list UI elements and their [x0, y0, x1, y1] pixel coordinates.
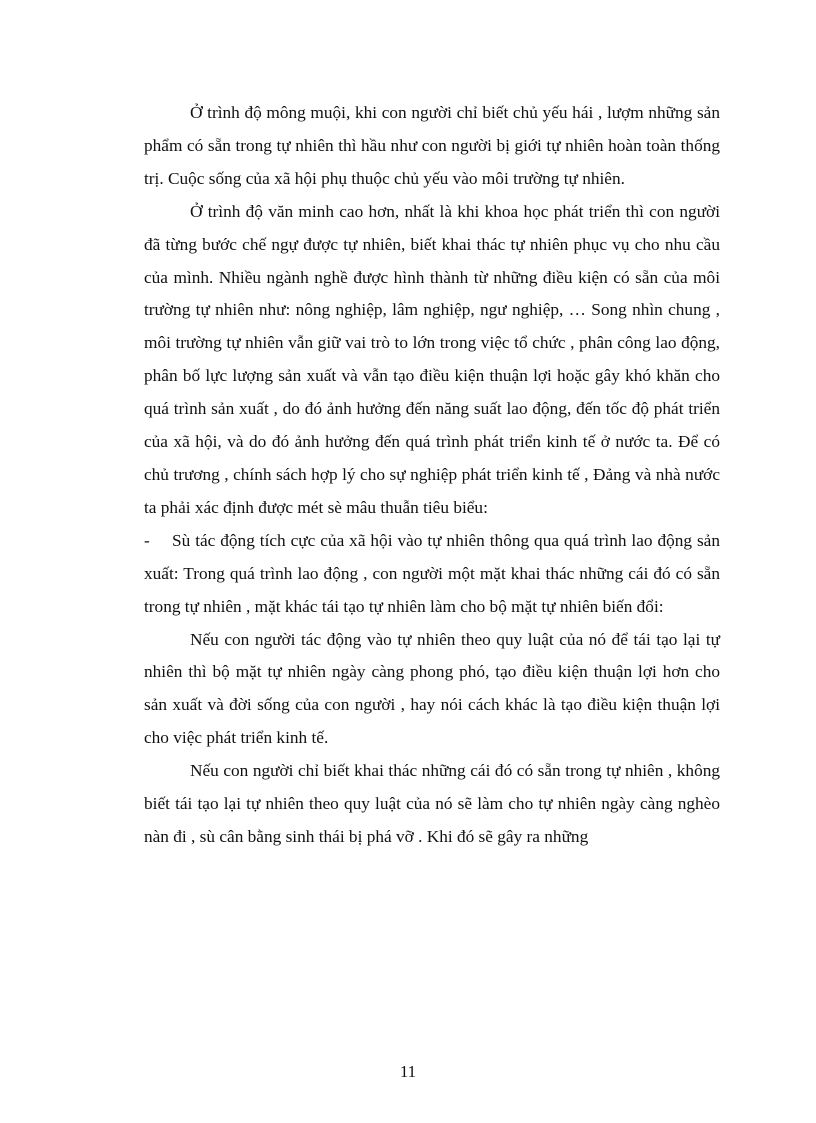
document-body [144, 97, 720, 854]
paragraph-4: Nếu con người tác động vào tự nhiên theo quy luật của nó để tái tạo lại tự nhiên thì bộ mặt tự nhiên ngày càng phong phó, tạo điều kiện thuận lợi hơn cho sản xuất và đời sống của con người , hay nói cách khác là tạo điều kiện thuận lợi cho việc phát triển kinh tế. [144, 629, 720, 748]
bullet-paragraph-text: Sù tác động tích cực của xã hội vào tự nhiên thông qua quá trình lao động sản xuất: Trong quá trình lao động , con người một mặt khai thác những cái đó có sẵn trong tự nhiên , mặt khác tái tạo tự nhiên làm cho bộ mặt tự nhiên biến đổi: [144, 530, 720, 616]
page-number: 11 [399, 1062, 417, 1081]
paragraph-5: Nếu con người chỉ biết khai thác những cái đó có sẵn trong tự nhiên , không biết tái tạo lại tự nhiên theo quy luật của nó sẽ làm cho tự nhiên ngày càng nghèo nàn đi , sù cân bằng sinh thái bị phá vỡ . Khi đó sẽ gây ra những [144, 761, 720, 846]
bullet-paragraph [144, 525, 720, 624]
bullet-dash: - [144, 530, 150, 550]
paragraph-1: Ở trình độ mông muội, khi con người chỉ biết chủ yếu hái , lượm những sản phẩm có sẵn trong tự nhiên thì hầu như con người bị giới tự nhiên hoàn toàn thống trị. Cuộc sống của xã hội phụ thuộc chủ yếu vào môi trường tự nhiên. [144, 103, 720, 188]
paragraph-2: Ở trình độ văn minh cao hơn, nhất là khi khoa học phát triển thì con người đã từng bước chế ngự được tự nhiên, biết khai thác tự nhiên phục vụ cho nhu cầu của mình. Nhiều ngành nghề được hình thành từ những điều kiện có sẵn của môi trường tự nhiên như: nông nghiệp, lâm nghiệp, ngư nghiệp, … Song nhìn chung , môi trường tự nhiên vẫn giữ vai trò to lớn trong việc tổ chức , phân công lao động, phân bố lực lượng sản xuất và vẫn tạo điều kiện thuận lợi hoặc gây khó khăn cho quá trình sản xuất , do đó ảnh hưởng đến năng suất lao động, đến tốc độ phát triển của xã hội, và do đó ảnh hưởng đến quá trình phát triển kinh tế ở nước ta. Để có chủ trương , chính sách hợp lý cho sự nghiệp phát triển kinh tế , Đảng và nhà nước ta phải xác định được mét sè mâu thuẫn tiêu biểu: [144, 201, 720, 517]
